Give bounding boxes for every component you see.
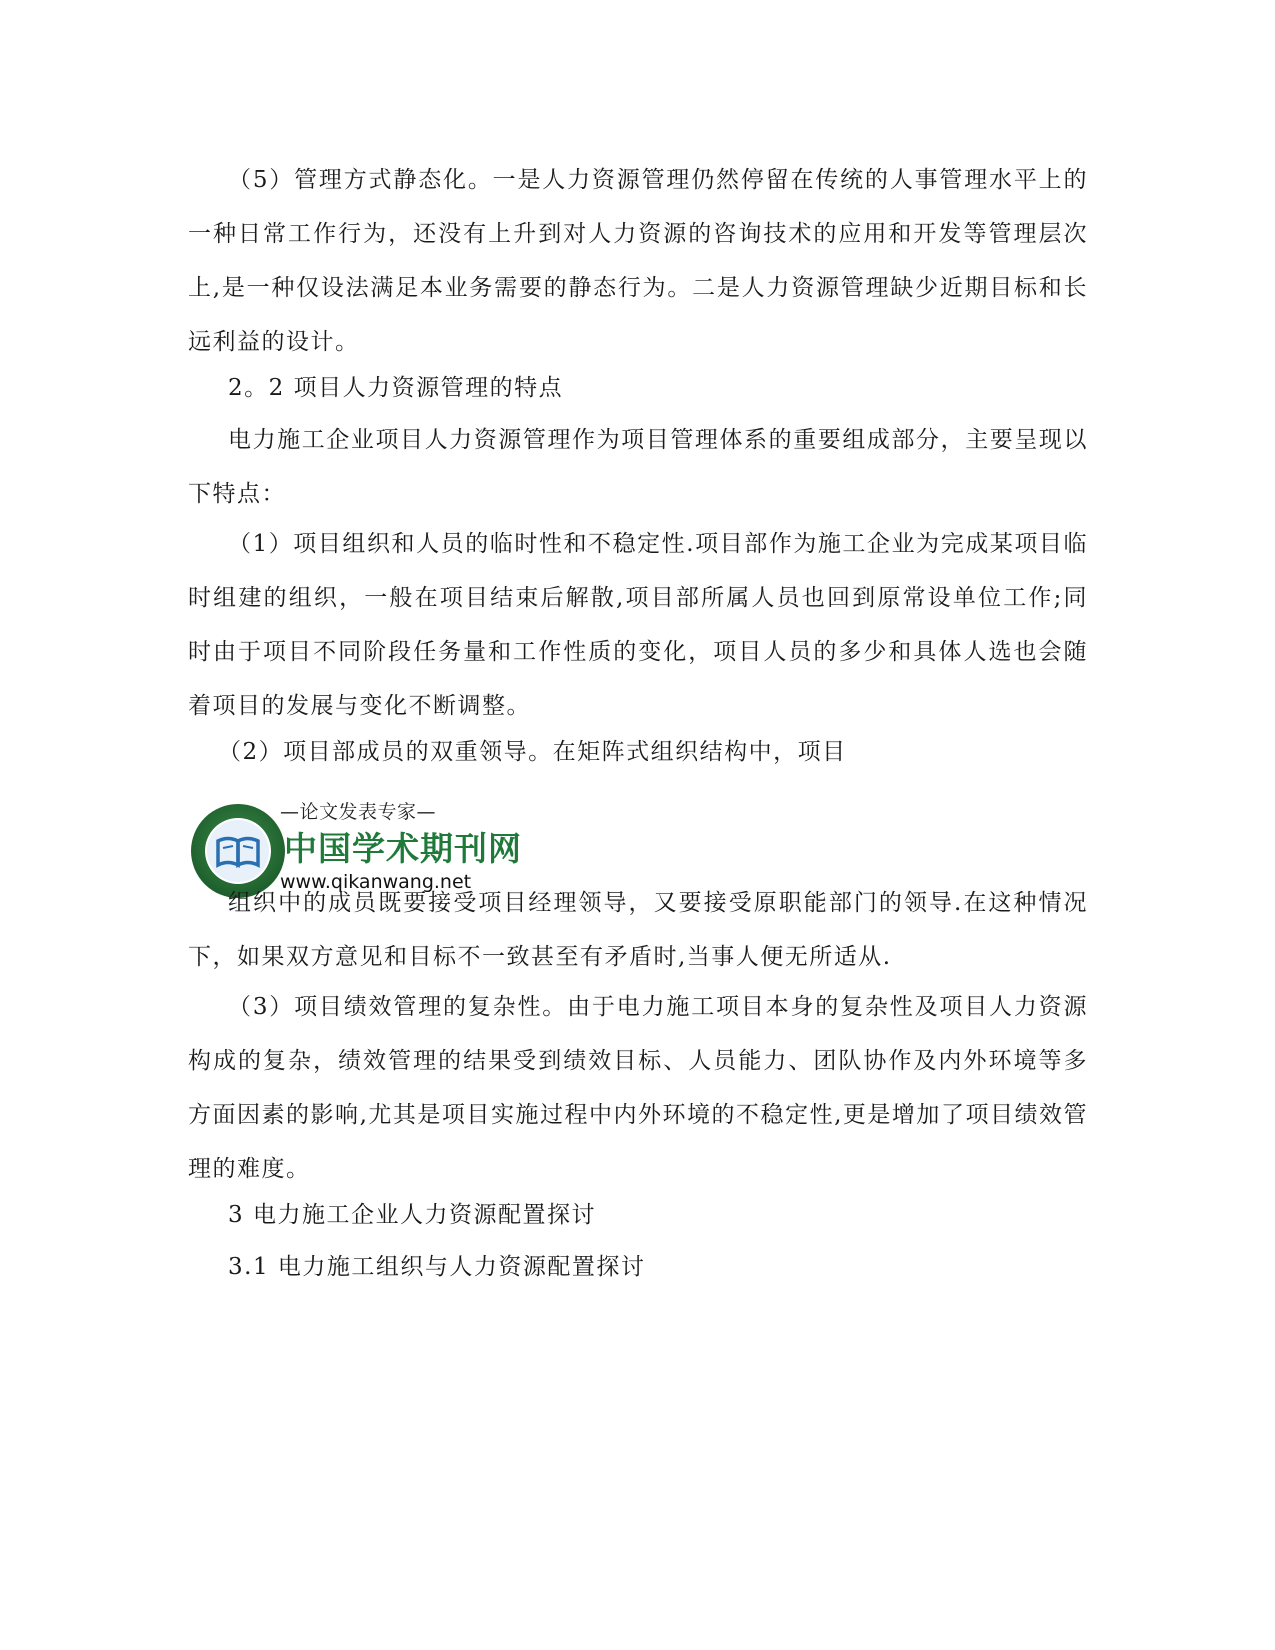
logo-url: www.qikanwang.net [280,871,472,893]
logo-name: 中国学术期刊网 [284,829,522,868]
paragraph-dual-leadership-start: （2）项目部成员的双重领导。在矩阵式组织结构中，项目 [218,739,847,765]
paragraph-performance-complexity: （3）项目绩效管理的复杂性。由于电力施工项目本身的复杂性及项目人力资源构成的复杂，绩效管理的结果受到绩效目标、人员能力、团队协作及内外环境等多方面因素的影响,尤其是项目实施过程中内外环境的不稳定性,更是增加了项目绩效管理的难度。 [188,994,1088,1182]
paragraph-features-intro: 电力施工企业项目人力资源管理作为项目管理体系的重要组成部分，主要呈现以下特点： [188,427,1088,507]
paragraph-dual-leadership-cont: 组织中的成员既要接受项目经理领导，又要接受原职能部门的领导.在这种情况下，如果双方意见和目标不一致甚至有矛盾时,当事人便无所适从. [188,890,1088,970]
logo-tagline: —论文发表专家— [280,801,437,823]
paragraph-management-static: （5）管理方式静态化。一是人力资源管理仍然停留在传统的人事管理水平上的一种日常工作行为，还没有上升到对人力资源的咨询技术的应用和开发等管理层次上,是一种仅设法满足本业务需要的静态行为。二是人力资源管理缺少近期目标和长远利益的设计。 [188,167,1088,355]
paragraph-temporary-organization: （1）项目组织和人员的临时性和不稳定性.项目部作为施工企业为完成某项目临时组建的组织，一般在项目结束后解散,项目部所属人员也回到原常设单位工作;同时由于项目不同阶段任务量和工作性质的变化，项目人员的多少和具体人选也会随着项目的发展与变化不断调整。 [188,531,1088,719]
section-heading-3-1: 3.1 电力施工组织与人力资源配置探讨 [228,1254,646,1280]
section-heading-2-2: 2。2 项目人力资源管理的特点 [228,375,564,401]
section-heading-3: 3 电力施工企业人力资源配置探讨 [228,1202,596,1228]
